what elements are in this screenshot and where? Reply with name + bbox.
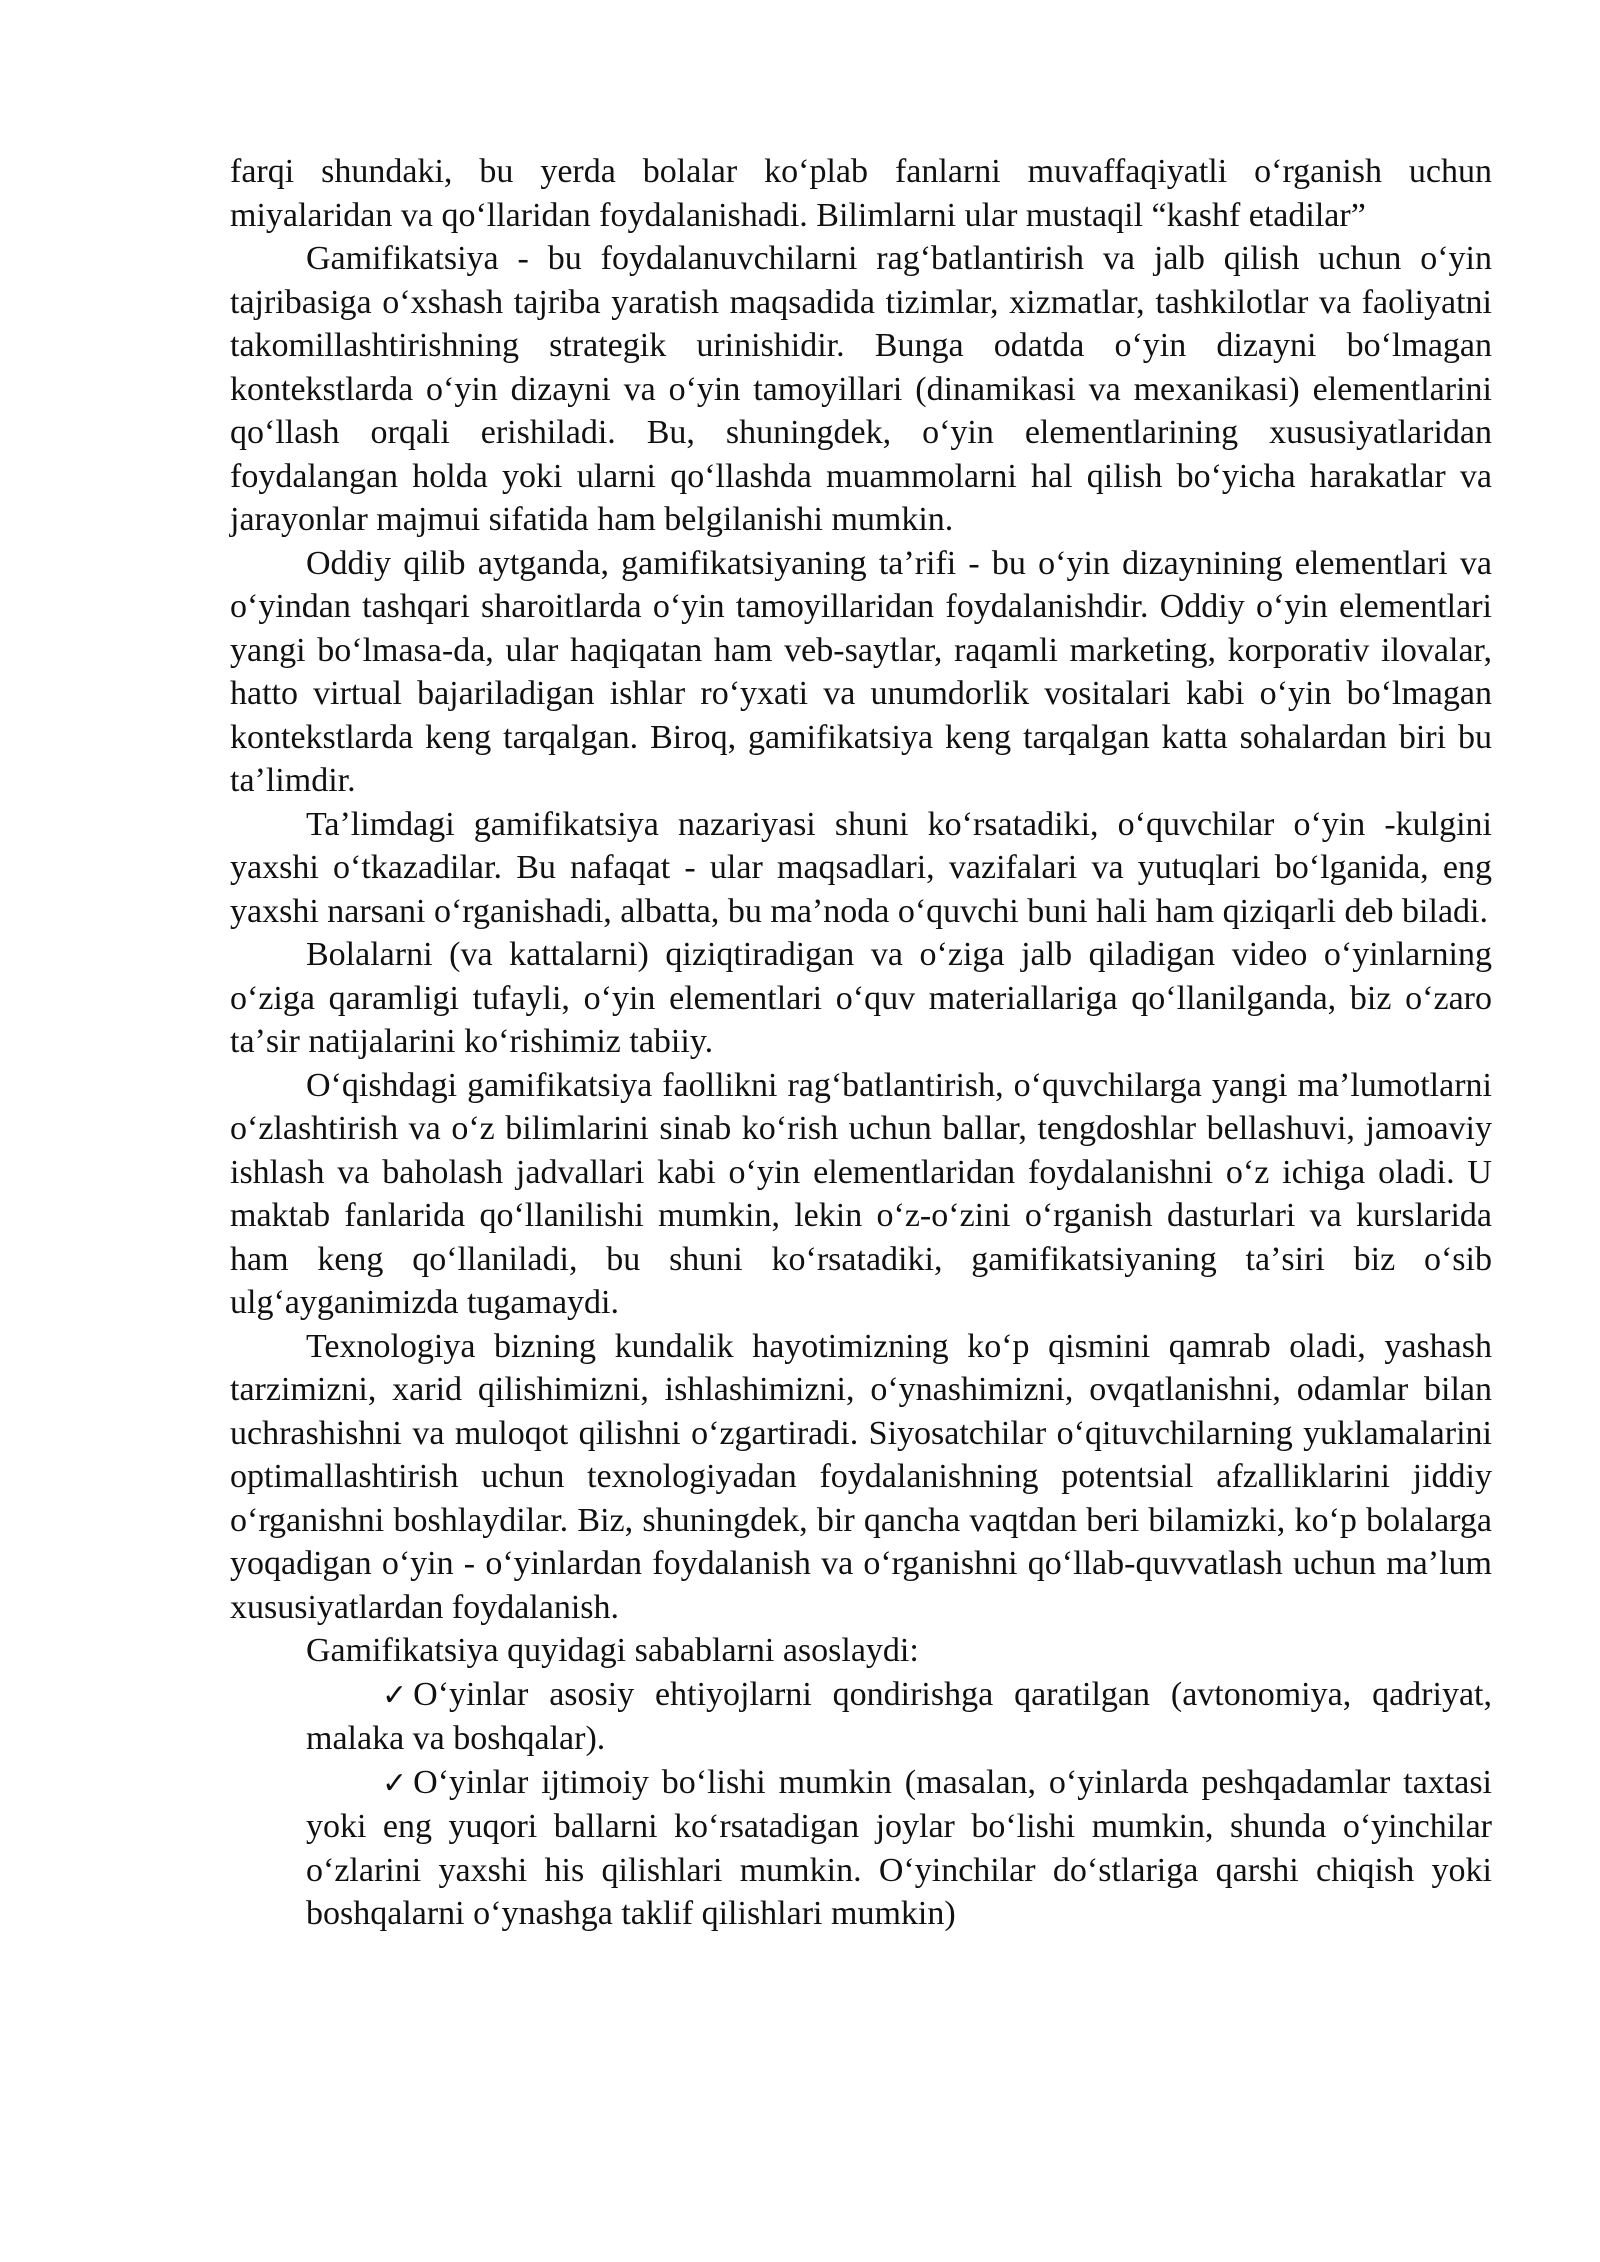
list-item bbox=[306, 1761, 1492, 1936]
checkmark-icon: ✓ bbox=[382, 1677, 408, 1713]
list-item bbox=[306, 1673, 1492, 1761]
list-item-text: Oʻyinlar asosiy ehtiyojlarni qondirishga qaratilgan (avtonomiya, qadriyat, malaka va boshqalar). bbox=[306, 1675, 1492, 1757]
list-item-text: Oʻyinlar ijtimoiy boʻlishi mumkin (masalan, oʻyinlarda peshqadamlar taxtasi yoki eng yuqori ballarni koʻrsatadigan joylar boʻlishi mumkin, shunda oʻyinchilar oʻzlarini yaxshi his qilishlari mumkin. Oʻyinchilar doʻstlariga qarshi chiqish yoki boshqalarni oʻynashga taklif qilishlari mumkin) bbox=[306, 1763, 1492, 1932]
paragraph-simple-definition: Oddiy qilib aytganda, gamifikatsiyaning taʼrifi - bu oʻyin dizaynining elementlari va oʻyindan tashqari sharoitlarda oʻyin tamoyillaridan foydalanishdir. Oddiy oʻyin elementlari yangi boʻlmasa-da, ular haqiqatan ham veb-saytlar, raqamli marketing, korporativ ilovalar, hatto virtual bajariladigan ishlar roʻyxati va unumdorlik vositalari kabi oʻyin boʻlmagan kontekstlarda keng tarqalgan. Biroq, gamifikatsiya keng tarqalgan katta sohalardan biri bu taʼlimdir. bbox=[230, 544, 1492, 799]
paragraph-learning-gamification: Oʻqishdagi gamifikatsiya faollikni ragʻbatlantirish, oʻquvchilarga yangi maʼlumotlarni oʻzlashtirish va oʻz bilimlarini sinab koʻrish uchun ballar, tengdoshlar bellashuvi, jamoaviy ishlash va baholash jadvallari kabi oʻyin elementlaridan foydalanishni oʻz ichiga oladi. U maktab fanlarida qoʻllanilishi mumkin, lekin oʻz-oʻzini oʻrganish dasturlari va kurslarida ham keng qoʻllaniladi, bu shuni koʻrsatadiki, gamifikatsiyaning taʼsiri biz oʻsib ulgʻayganimizda tugamaydi. bbox=[230, 1066, 1492, 1321]
paragraph-technology: Texnologiya bizning kundalik hayotimizning koʻp qismini qamrab oladi, yashash tarzimizni, xarid qilishimizni, ishlashimizni, oʻynashimizni, ovqatlanishni, odamlar bilan uchrashishni va muloqot qilishni oʻzgartiradi. Siyosatchilar oʻqituvchilarning yuklamalarini optimallashtirish uchun texnologiyadan foydalanishning potentsial afzalliklarini jiddiy oʻrganishni boshlaydilar. Biz, shuningdek, bir qancha vaqtdan beri bilamizki, koʻp bolalarga yoqadigan oʻyin - oʻyinlardan foydalanish va oʻrganishni qoʻllab-quvvatlash uchun maʼlum xususiyatlardan foydalanish. bbox=[230, 1327, 1492, 1626]
paragraph-gamification-definition: Gamifikatsiya - bu foydalanuvchilarni ragʻbatlantirish va jalb qilish uchun oʻyin tajribasiga oʻxshash tajriba yaratish maqsadida tizimlar, xizmatlar, tashkilotlar va faoliyatni takomillashtirishning strategik urinishidir. Bunga odatda oʻyin dizayni boʻlmagan kontekstlarda oʻyin dizayni va oʻyin tamoyillari (dinamikasi va mexanikasi) elementlarini qoʻllash orqali erishiladi. Bu, shuningdek, oʻyin elementlarining xususiyatlaridan foydalangan holda yoki ularni qoʻllashda muammolarni hal qilish boʻyicha harakatlar va jarayonlar majmui sifatida ham belgilanishi mumkin. bbox=[230, 240, 1492, 538]
paragraph-video-games: Bolalarni (va kattalarni) qiziqtiradigan va oʻziga jalb qiladigan video oʻyinlarning oʻziga qaramligi tufayli, oʻyin elementlari oʻquv materiallariga qoʻllanilganda, biz oʻzaro taʼsir natijalarini koʻrishimiz tabiiy. bbox=[230, 936, 1492, 1060]
document-page bbox=[230, 150, 1492, 1936]
checkmark-icon: ✓ bbox=[382, 1765, 408, 1801]
paragraph-continuation: farqi shundaki, bu yerda bolalar koʻplab fanlarni muvaffaqiyatli oʻrganish uchun miyalaridan va qoʻllaridan foydalanishadi. Bilimlarni ular mustaqil “kashf etadilar” bbox=[230, 153, 1492, 234]
list-intro: Gamifikatsiya quyidagi sabablarni asoslaydi: bbox=[306, 1632, 919, 1669]
paragraph-education-theory: Taʼlimdagi gamifikatsiya nazariyasi shuni koʻrsatadiki, oʻquvchilar oʻyin -kulgini yaxshi oʻtkazadilar. Bu nafaqat - ular maqsadlari, vazifalari va yutuqlari boʻlganida, eng yaxshi narsani oʻrganishadi, albatta, bu maʼnoda oʻquvchi buni hali ham qiziqarli deb biladi. bbox=[230, 805, 1492, 930]
